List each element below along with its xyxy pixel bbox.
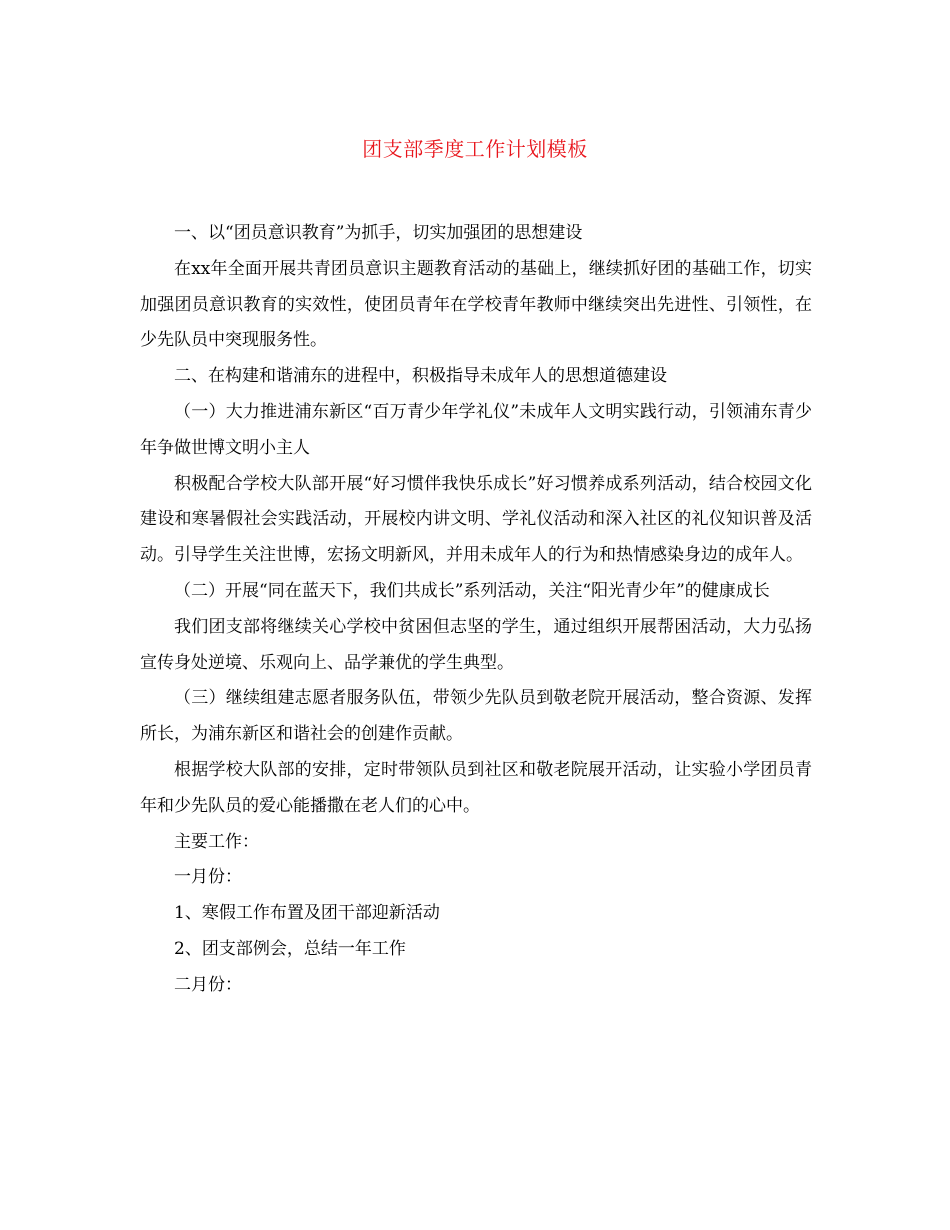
body-paragraph: 根据学校大队部的安排，定时带领队员到社区和敬老院展开活动，让实验小学团员青年和少先队员的爱心能播撒在老人们的心中。	[140, 759, 812, 816]
document-body	[140, 216, 812, 1004]
section-heading-2: 二、在构建和谐浦东的进程中，积极指导未成年人的思想道德建设	[174, 366, 667, 387]
main-work-label: 主要工作：	[174, 831, 259, 852]
body-paragraph: 我们团支部将继续关心学校中贫困但志坚的学生，通过组织开展帮困活动，大力弘扬宣传身处逆境、乐观向上、品学兼优的学生典型。	[140, 616, 812, 673]
subsection-heading-2: （二）开展“同在蓝天下，我们共成长”系列活动，关注“阳光青少年”的健康成长	[174, 580, 770, 601]
subsection-heading-3: （三）继续组建志愿者服务队伍，带领少先队员到敬老院开展活动，整合资源、发挥所长，为浦东新区和谐社会的创建作贡献。	[140, 688, 812, 745]
section-heading-1: 一、以“团员意识教育”为抓手，切实加强团的思想建设	[174, 223, 583, 243]
month-label-february: 二月份：	[174, 974, 242, 995]
list-item: 2、团支部例会，总结一年工作	[174, 938, 406, 959]
list-item: 1、寒假工作布置及团干部迎新活动	[174, 903, 440, 924]
subsection-heading-1: （一）大力推进浦东新区“百万青少年学礼仪”未成年人文明实践行动，引领浦东青少年争做世博文明小主人	[140, 401, 812, 458]
body-paragraph: 在xx年全面开展共青团员意识主题教育活动的基础上，继续抓好团的基础工作，切实加强团员意识教育的实效性，使团员青年在学校青年教师中继续突出先进性、引领性，在少先队员中突现服务性。	[140, 258, 812, 351]
body-paragraph: 积极配合学校大队部开展“好习惯伴我快乐成长”好习惯养成系列活动，结合校园文化建设和寒暑假社会实践活动，开展校内讲文明、学礼仪活动和深入社区的礼仪知识普及活动。引导学生关注世博，宏扬文明新风，并用未成年人的行为和热情感染身边的成年人。	[140, 473, 812, 566]
document-title: 团支部季度工作计划模板	[362, 137, 588, 161]
month-label-january: 一月份：	[174, 867, 242, 888]
